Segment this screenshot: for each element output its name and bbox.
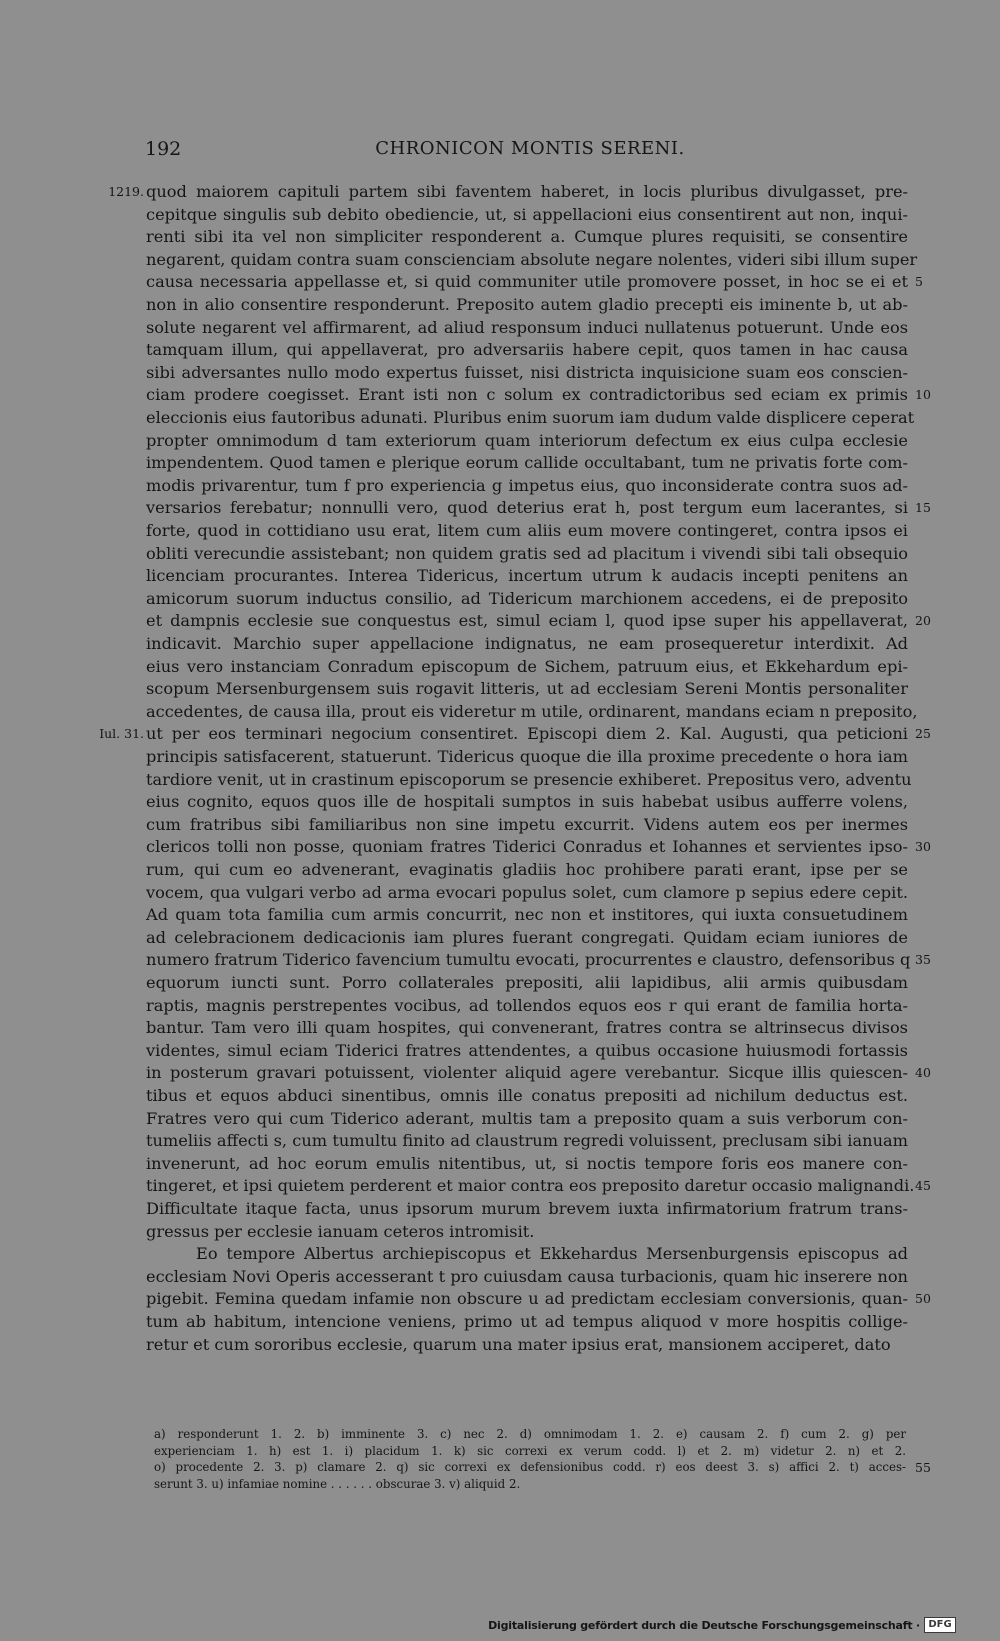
text-line: tingeret, et ipsi quietem perderent et maior contra eos preposito daretur occasio malignandi. bbox=[146, 1176, 915, 1196]
text-line: ad celebracionem dedicacionis iam plures fuerant congregati. Quidam eciam iuniores de bbox=[146, 927, 908, 947]
text-line: causa necessaria appellasse et, si quid communiter utile promovere posset, in hoc se ei et bbox=[146, 272, 908, 292]
text-line: negarent, quidam contra suam conscienciam absolute negare nolentes, videri sibi illum super bbox=[146, 249, 918, 269]
line-number: 10 bbox=[915, 387, 931, 403]
text-line: numero fratrum Tiderico favencium tumultu evocati, procurrentes e claustro, defensoribus q bbox=[146, 950, 911, 970]
text-line: cepitque singulis sub debito obediencie, ut, si appellacioni eius consentirent aut non, inqui- bbox=[146, 204, 908, 224]
text-line: renti sibi ita vel non simpliciter responderent a. Cumque plures requisiti, se consentire bbox=[146, 227, 908, 247]
page-number: 192 bbox=[145, 138, 182, 160]
text-line: ciam prodere coegisset. Erant isti non c solum ex contradictoribus sed eciam ex primis bbox=[146, 385, 908, 405]
margin-date: 1219. bbox=[108, 184, 144, 199]
text-line: cum fratribus sibi familiaribus non sine impetu excurrit. Videns autem eos per inermes bbox=[146, 814, 908, 834]
line-number: 45 bbox=[915, 1178, 931, 1194]
text-line: quod maiorem capituli partem sibi faventem haberet, in locis pluribus divulgasset, pre- bbox=[146, 182, 908, 201]
text-line: eleccionis eius fautoribus adunati. Pluribus enim suorum iam dudum valde displicere ceperat bbox=[146, 408, 915, 427]
text-line: tumeliis affecti s, cum tumultu finito ad claustrum regredi voluissent, preclusam sibi ianuam bbox=[146, 1131, 908, 1151]
text-line: solute negarent vel affirmarent, ad aliud responsum induci nullatenus potuerunt. Unde eos bbox=[146, 317, 908, 337]
text-line: clericos tolli non posse, quoniam fratres Tiderici Conradus et Iohannes et servientes ipso- bbox=[146, 837, 908, 857]
text-line: scopum Mersenburgensem suis rogavit litteris, ut ad ecclesiam Sereni Montis personaliter bbox=[146, 679, 908, 699]
text-line: tamquam illum, qui appellaverat, pro adversariis habere cepit, quos tamen in hac causa bbox=[146, 340, 908, 360]
page-header bbox=[145, 138, 915, 164]
text-line: ut per eos terminari negocium consentiret. Episcopi diem 2. Kal. Augusti, qua peticioni bbox=[146, 724, 908, 744]
text-line: gressus per ecclesie ianuam ceteros intromisit. bbox=[146, 1221, 535, 1241]
margin-date: Iul. 31. bbox=[99, 726, 144, 742]
text-line: licenciam procurantes. Interea Tidericus, incertum utrum k audacis incepti penitens an bbox=[146, 566, 908, 586]
funding-text: Digitalisierung gefördert durch die Deutsche Forschungsgemeinschaft · bbox=[488, 1618, 920, 1632]
text-line: amicorum suorum inductus consilio, ad Tidericum marchionem accedens, ei de preposito bbox=[146, 588, 908, 608]
text-line: eius cognito, equos quos ille de hospitali sumptos in suis habebat usibus aufferre volens, bbox=[146, 792, 908, 812]
text-line: Eo tempore Albertus archiepiscopus et Ekkehardus Mersenburgensis episcopus ad bbox=[196, 1244, 908, 1264]
text-line: equorum iuncti sunt. Porro collaterales prepositi, alii lapidibus, alii armis quibusdam bbox=[146, 973, 908, 992]
text-line: impendentem. Quod tamen e plerique eorum callide occultabant, tum ne privatis forte com- bbox=[146, 453, 908, 473]
line-number: 55 bbox=[915, 1460, 931, 1475]
footnote-line: o) procedente 2. 3. p) clamare 2. q) sic correxi ex defensionibus codd. r) eos deest 3. s) affici 2. t) acces- bbox=[154, 1460, 906, 1474]
text-line: raptis, magnis perstrepentes vocibus, ad tollendos equos eos r qui erant de familia horta- bbox=[146, 995, 908, 1015]
line-number: 50 bbox=[915, 1291, 931, 1307]
text-line: vocem, qua vulgari verbo ad arma evocari populus solet, cum clamore p sepius edere cepit. bbox=[146, 882, 908, 902]
text-line: sibi adversantes nullo modo expertus fuisset, nisi districta inquisicione suam eos conscien- bbox=[146, 362, 908, 382]
text-line: ecclesiam Novi Operis accesserant t pro cuiusdam causa turbacionis, quam hic inserere non bbox=[146, 1266, 908, 1286]
text-line: videntes, simul eciam Tiderici fratres attendentes, a quibus occasione huiusmodi fortassis bbox=[146, 1040, 908, 1060]
line-number: 15 bbox=[915, 500, 931, 516]
text-line: modis privarentur, tum f pro experiencia g impetus eius, quo inconsiderate contra suos ad- bbox=[146, 475, 908, 495]
text-line: forte, quod in cottidiano usu erat, litem cum aliis eum movere contingeret, contra ipsos ei bbox=[146, 521, 908, 540]
text-line: bantur. Tam vero illi quam hospites, qui convenerant, fratres contra se altrinsecus divisos bbox=[146, 1018, 908, 1038]
text-line: principis satisfacerent, statuerunt. Tidericus quoque die illa proxime precedente o hora iam bbox=[146, 747, 908, 766]
line-number: 30 bbox=[915, 839, 931, 855]
text-line: tum ab habitum, intencione veniens, primo ut ad tempus aliquod v more hospitis collige- bbox=[146, 1312, 908, 1331]
running-title: CHRONICON MONTIS SERENI. bbox=[375, 138, 685, 159]
footnote-line: a) responderunt 1. 2. b) imminente 3. c) nec 2. d) omnimodam 1. 2. e) causam 2. f) cum 2. g) per bbox=[154, 1427, 906, 1441]
text-line: versarios ferebatur; nonnulli vero, quod deterius erat h, post tergum eum lacerantes, si bbox=[146, 498, 908, 518]
text-line: pigebit. Femina quedam infamie non obscure u ad predictam ecclesiam conversionis, quan- bbox=[146, 1289, 908, 1309]
text-line: invenerunt, ad hoc eorum emulis nitentibus, ut, si noctis tempore foris eos manere con- bbox=[146, 1153, 908, 1173]
line-number: 25 bbox=[915, 726, 931, 742]
text-line: accedentes, de causa illa, prout eis videretur m utile, ordinarent, mandans eciam n preposito, bbox=[146, 701, 918, 721]
line-number: 40 bbox=[915, 1065, 931, 1081]
funding-note bbox=[488, 1617, 956, 1633]
text-line: retur et cum sororibus ecclesie, quarum una mater ipsius erat, mansionem acciperet, dato bbox=[146, 1334, 891, 1354]
text-line: obliti verecundie assistebant; non quidem gratis sed ad placitum i vivendi sibi tali obsequio bbox=[146, 543, 908, 563]
line-number: 20 bbox=[915, 613, 931, 629]
line-number: 5 bbox=[915, 274, 923, 290]
text-line: Ad quam tota familia cum armis concurrit, nec non et institores, qui iuxta consuetudinem bbox=[146, 905, 908, 925]
text-line: Difficultate itaque facta, unus ipsorum murum brevem iuxta infirmatorium fratrum trans- bbox=[146, 1199, 908, 1218]
footnote-line: experienciam 1. h) est 1. i) placidum 1. k) sic correxi ex verum codd. l) et 2. m) videtur 2. n) et 2. bbox=[154, 1443, 906, 1458]
text-line: et dampnis ecclesie sue conquestus est, simul eciam l, quod ipse super his appellaverat, bbox=[146, 611, 908, 631]
text-line: tibus et equos abduci sinentibus, omnis ille conatus prepositi ad nichilum deductus est. bbox=[146, 1086, 908, 1105]
text-line: rum, qui cum eo advenerant, evaginatis gladiis hoc prohibere parati erant, ipse per se bbox=[146, 860, 908, 879]
line-number: 35 bbox=[915, 952, 931, 968]
text-line: Fratres vero qui cum Tiderico aderant, multis tam a preposito quam a suis verborum con- bbox=[146, 1108, 908, 1128]
text-line: propter omnimodum d tam exteriorum quam interiorum defectum ex eius culpa ecclesie bbox=[146, 430, 908, 450]
text-line: indicavit. Marchio super appellacione indignatus, ne eam prosequeretur interdixit. Ad bbox=[146, 634, 908, 653]
dfg-logo-icon: DFG bbox=[924, 1617, 956, 1633]
text-line: non in alio consentire responderunt. Preposito autem gladio precepti eis iminente b, ut ab- bbox=[146, 295, 908, 314]
text-line: tardiore venit, ut in crastinum episcoporum se presencie exhiberet. Prepositus vero, adventu bbox=[146, 769, 912, 789]
footnote-line: serunt 3. u) infamiae nomine . . . . . . obscurae 3. v) aliquid 2. bbox=[154, 1476, 521, 1491]
text-line: eius vero instanciam Conradum episcopum de Sichem, patruum eius, et Ekkehardum epi- bbox=[146, 656, 908, 676]
text-line: in posterum gravari potuissent, violenter aliquid agere verebantur. Sicque illis quiescen- bbox=[146, 1063, 908, 1083]
